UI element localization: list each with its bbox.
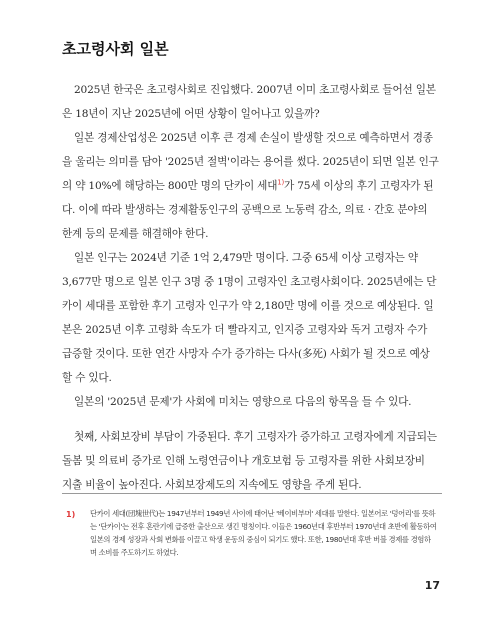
body-line	[62, 178, 442, 192]
body-line: 일본 인구는 2024년 기준 1억 2,479만 명이다. 그중 65세 이상 고령자는 약	[74, 252, 418, 264]
body-line: 2025년 한국은 초고령사회로 진입했다. 2007년 이미 초고령사회로 들어선 일본	[74, 84, 436, 96]
body-line: 돌봄 및 의료비 증가로 인해 노령연금이나 개호보험 등 고령자를 위한 사회보장비	[62, 455, 425, 467]
body-line: 3,677만 명으로 일본 인구 3명 중 1명이 고령자인 초고령사회이다. 2025년에는 단	[62, 276, 437, 288]
body-line: 급증할 것이다. 또한 연간 사망자 수가 증가하는 다사(多死) 사회가 될 것으로 예상	[62, 348, 430, 360]
body-line: 카이 세대를 포함한 후기 고령자 인구가 약 2,180만 명에 이를 것으로 예상된다. 일	[62, 300, 434, 312]
footnote-marker: 1)	[66, 510, 76, 519]
footnote-line: 일본의 경제 성장과 사회 변화를 이끌고 학생 운동의 중심이 되기도 했다. 또한, 1980년대 후반 버블 경제를 경험하	[90, 535, 431, 544]
body-line: 다. 이에 따라 발생하는 경제활동인구의 공백으로 노동력 감소, 의료 · 간호 분야의	[62, 204, 428, 216]
body-line: 일본 경제산업성은 2025년 이후 큰 경제 손실이 발생할 것으로 예측하면서 경종	[74, 132, 433, 144]
body-line: 일본의 '2025년 문제'가 사회에 미치는 영향으로 다음의 항목을 들 수 있다.	[74, 396, 412, 408]
section-title: 초고령사회 일본	[62, 40, 169, 58]
footnote-reference: 1)	[277, 178, 285, 187]
body-line-part: 가 75세 이상의 후기 고령자가 된	[284, 180, 434, 192]
footnote-line: 단카이 세대(団塊世代)는 1947년부터 1949년 사이에 태어난 '베이비부머' 세대를 말한다. 일본어로 '덩어리'를 뜻하	[90, 509, 436, 518]
page-number: 17	[424, 579, 440, 592]
body-line: 한계 등의 문제를 해결해야 한다.	[62, 228, 209, 240]
body-line: 본은 2025년 이후 고령화 속도가 더 빨라지고, 인지증 고령자와 독거 고령자 수가	[62, 324, 428, 336]
body-line: 할 수 있다.	[62, 372, 112, 384]
body-line: 지출 비율이 높아진다. 사회보장제도의 지속에도 영향을 주게 된다.	[62, 479, 362, 491]
body-line: 을 울리는 의미를 담아 '2025년 절벽'이라는 용어를 썼다. 2025년이 되면 일본 인구	[62, 156, 439, 168]
footnote-line: 는 '단카이'는 전후 혼란기에 급증한 출산으로 생긴 명칭이다. 이들은 1960년대 후반부터 1970년대 초반에 활동하여	[90, 522, 437, 531]
footnote-line: 며 소비를 주도하기도 하였다.	[90, 548, 179, 557]
footnote-divider	[62, 493, 442, 494]
body-line: 첫째, 사회보장비 부담이 가중된다. 후기 고령자가 증가하고 고령자에게 지급되는	[74, 431, 437, 443]
body-line-part: 의 약 10%에 해당하는 800만 명의 단카이 세대	[62, 180, 278, 192]
body-line: 은 18년이 지난 2025년에 어떤 상황이 일어나고 있을까?	[62, 108, 320, 120]
